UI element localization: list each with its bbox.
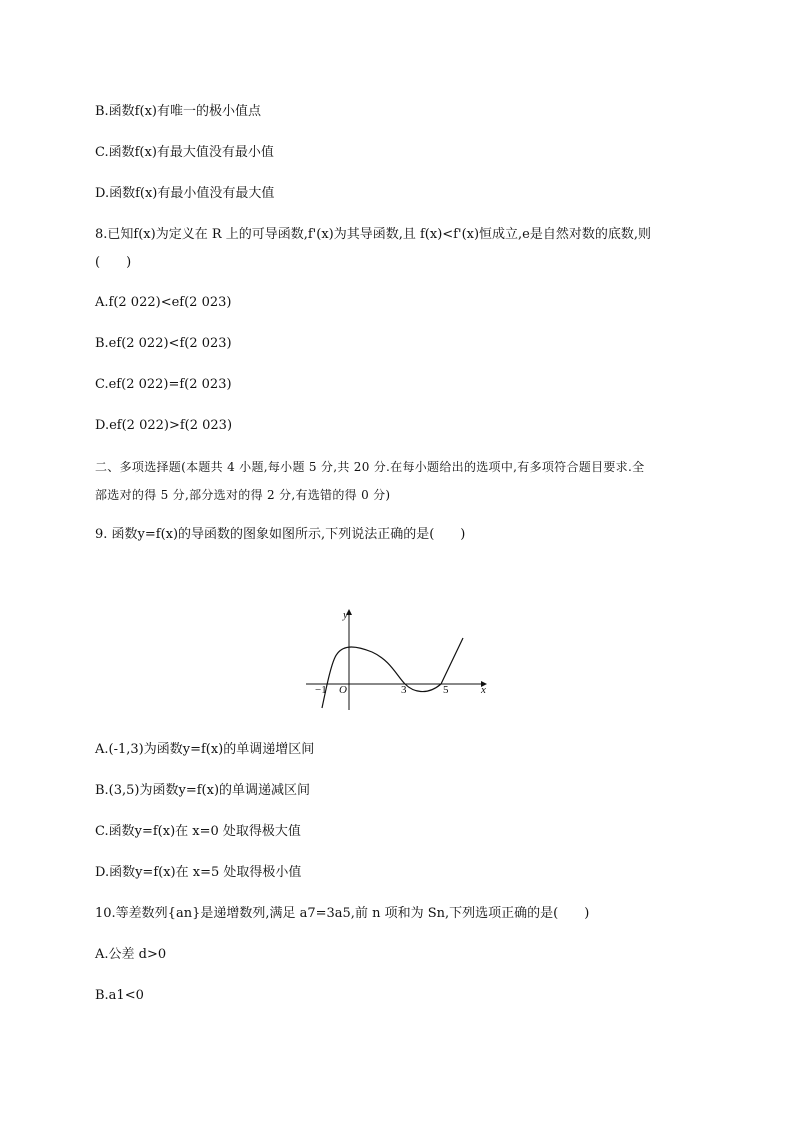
q7-option-c: C.函数f(x)有最大值没有最小值 [95,145,274,160]
q9-option-d: D.函数y=f(x)在 x=5 处取得极小值 [95,865,302,880]
q9-stem: 9. 函数y=f(x)的导函数的图象如图所示,下列说法正确的是( ) [95,527,466,542]
q8-option-a: A.f(2 022)<ef(2 023) [95,295,232,310]
q7-option-d: D.函数f(x)有最小值没有最大值 [95,186,275,201]
q9-option-b: B.(3,5)为函数y=f(x)的单调递减区间 [95,783,311,798]
q10-option-a: A.公差 d>0 [95,947,167,962]
q9-option-a: A.(-1,3)为函数y=f(x)的单调递增区间 [95,742,315,757]
section2-heading-line1: 二、多项选择题(本题共 4 小题,每小题 5 分,共 20 分.在每小题给出的选项中,有多项符合题目要求.全 [95,460,645,474]
derivative-curve [322,638,463,708]
y-axis-label: y [343,609,348,621]
q8-option-b: B.ef(2 022)<f(2 023) [95,336,232,351]
tick-label-5: 5 [443,684,449,696]
q8-answer-paren: ( ) [95,255,132,270]
q8-option-d: D.ef(2 022)>f(2 023) [95,418,233,433]
q10-stem: 10.等差数列{an}是递增数列,满足 a7=3a5,前 n 项和为 Sn,下列选项正确的是( ) [95,906,590,921]
x-axis-label: x [481,684,486,696]
q7-option-b: B.函数f(x)有唯一的极小值点 [95,104,261,119]
tick-label-3: 3 [401,684,407,696]
q8-option-c: C.ef(2 022)=f(2 023) [95,377,232,392]
derivative-graph [300,604,490,714]
q9-option-c: C.函数y=f(x)在 x=0 处取得极大值 [95,824,301,839]
q8-stem: 8.已知f(x)为定义在 R 上的可导函数,f'(x)为其导函数,且 f(x)<f'(x)恒成立,e是自然对数的底数,则 [95,227,651,242]
tick-label-neg1: −1 [315,684,327,696]
section2-heading-line2: 部选对的得 5 分,部分选对的得 2 分,有选错的得 0 分) [95,488,391,502]
origin-label: O [339,684,347,696]
q10-option-b: B.a1<0 [95,988,144,1003]
